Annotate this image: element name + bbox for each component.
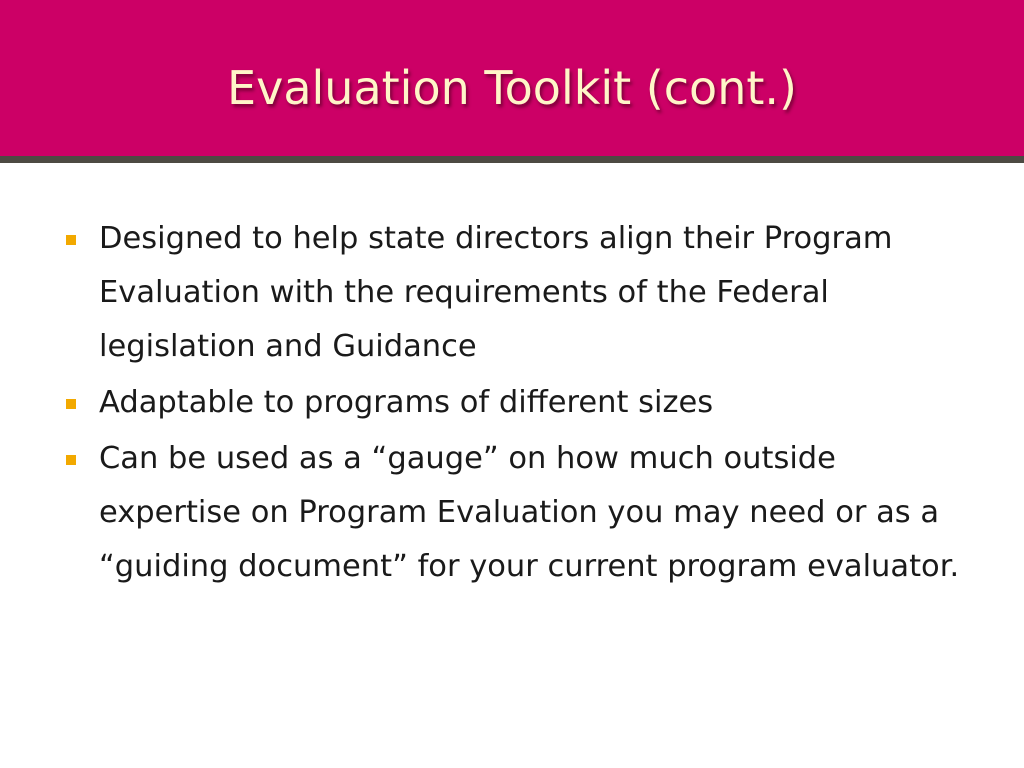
title-divider xyxy=(0,156,1024,163)
bullet-text: Designed to help state directors align their Program Evaluation with the requirements of the Federal legislation and Guidance xyxy=(99,221,893,364)
square-bullet-icon xyxy=(66,235,76,245)
bullet-item-designed xyxy=(66,212,966,374)
bullet-list xyxy=(66,212,966,596)
bullet-text: Adaptable to programs of different sizes xyxy=(99,385,714,420)
bullet-text: Can be used as a “gauge” on how much outside expertise on Program Evaluation you may need or as a “guiding document” for your current program evaluator. xyxy=(99,441,960,584)
title-bar xyxy=(0,0,1024,156)
square-bullet-icon xyxy=(66,399,76,409)
bullet-item-gauge xyxy=(66,432,966,594)
slide-title: Evaluation Toolkit (cont.) xyxy=(227,61,797,115)
bullet-item-adaptable xyxy=(66,376,966,430)
square-bullet-icon xyxy=(66,455,76,465)
